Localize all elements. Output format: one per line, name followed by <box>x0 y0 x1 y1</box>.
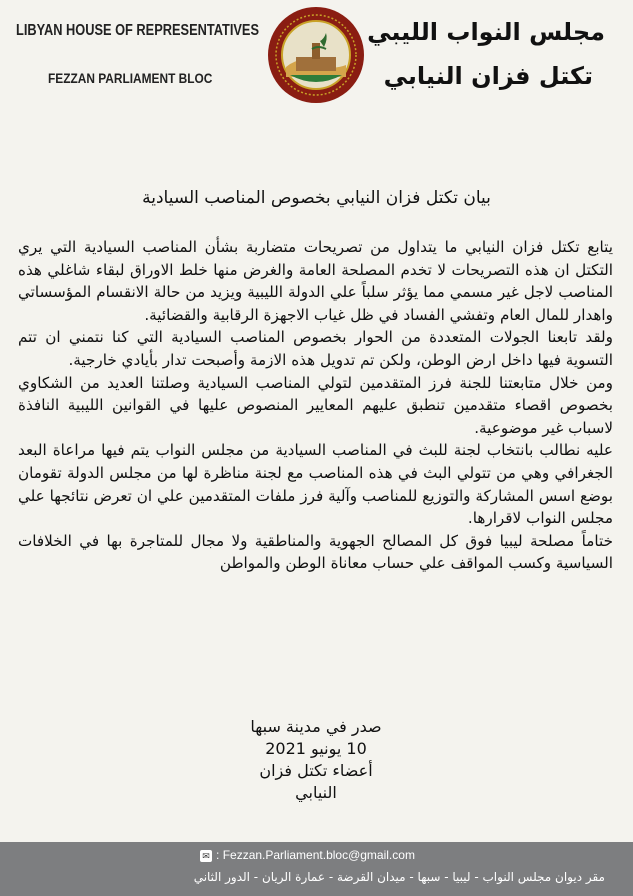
paragraph-2: ولقد تابعنا الجولات المتعددة من الحوار بخصوص المناصب السيادية التي كنا نتمني ان تتم التسوية فيها داخل ارض الوطن، ولكن تم تدويل هذه الازمة وأصبحت تدار بأيادي خارجية. <box>18 328 613 369</box>
paragraph-3: ومن خلال متابعتنا للجنة فرز المتقدمين لتولي المناصب السيادية وصلتنا العديد من الشكاوي بخصوص اقصاء متقدمين تنطبق عليهم المعايير المنصوص عليها في القوانين الليبية النافذة لاسباب غير موضوعية. <box>18 373 613 437</box>
paragraph-5: ختاماً مصلحة ليبيا فوق كل المصالح الجهوية والمناطقية ولا مجال للمتاجرة بها في الخلافات السياسية وكسب المواقف علي حساب معاناة الوطن والمواطن <box>18 531 613 573</box>
footer-email-row <box>200 848 415 862</box>
email-prefix: : <box>216 848 220 862</box>
email-address[interactable]: Fezzan.Parliament.bloc@gmail.com <box>222 848 415 862</box>
statement-heading: بيان تكتل فزان النيابي بخصوص المناصب السيادية <box>142 188 491 208</box>
paragraph-4: عليه نطالب بانتخاب لجنة للبث في المناصب السيادية من مجلس النواب يتم فيها مراعاة البعد الجغرافي وهي من تتولي البث في هذه المناصب مع لجنة مناظرة لها من مجلس الدولة تقومان بوضع اسس المشاركة والتوزيع للمناصب وآلية فرز ملفات المتقدمين علي ان تعرض نتائجها علي مجلس النواب لاقرارها. <box>18 441 613 528</box>
org-name-ar: مجلس النواب الليبي <box>367 18 605 46</box>
bloc-name-ar: تكتل فزان النيابي <box>383 62 593 90</box>
org-name-en: LIBYAN HOUSE OF REPRESENTATIVES <box>16 22 259 39</box>
statement-body <box>18 236 613 575</box>
envelope-icon: ✉ <box>200 850 212 862</box>
paragraph-1: يتابع تكتل فزان النيابي ما يتداول من تصريحات متضاربة بشأن المناصب السيادية التي يري التكتل ان هذه التصريحات لا تخدم المصلحة العامة والغرض منها خلط الاوراق لبقاء شاغلي هذه المناصب لاجل غير مسمي مما يؤثر سلباً علي الدولة الليبية ويزيد من حالة الانقسام المؤسساتي واهدار للمال العام وتفشي الفساد في ظل غياب الاجهزة الرقابية والقضائية. <box>18 238 613 324</box>
signoff-block <box>236 716 396 804</box>
issued-place: صدر في مدينة سبها <box>250 717 382 736</box>
footer-address: مقر ديوان مجلس النواب - ليبيا - سبها - ميدان القرضة - عمارة الريان - الدور الثاني <box>193 870 605 884</box>
footer-bar <box>0 842 633 896</box>
issued-date: 10 يونيو 2021 <box>265 739 367 758</box>
parliament-seal-logo <box>266 5 366 105</box>
signatories: أعضاء تكتل فزان النيابي <box>259 761 373 802</box>
bloc-name-en: FEZZAN PARLIAMENT BLOC <box>48 70 213 86</box>
